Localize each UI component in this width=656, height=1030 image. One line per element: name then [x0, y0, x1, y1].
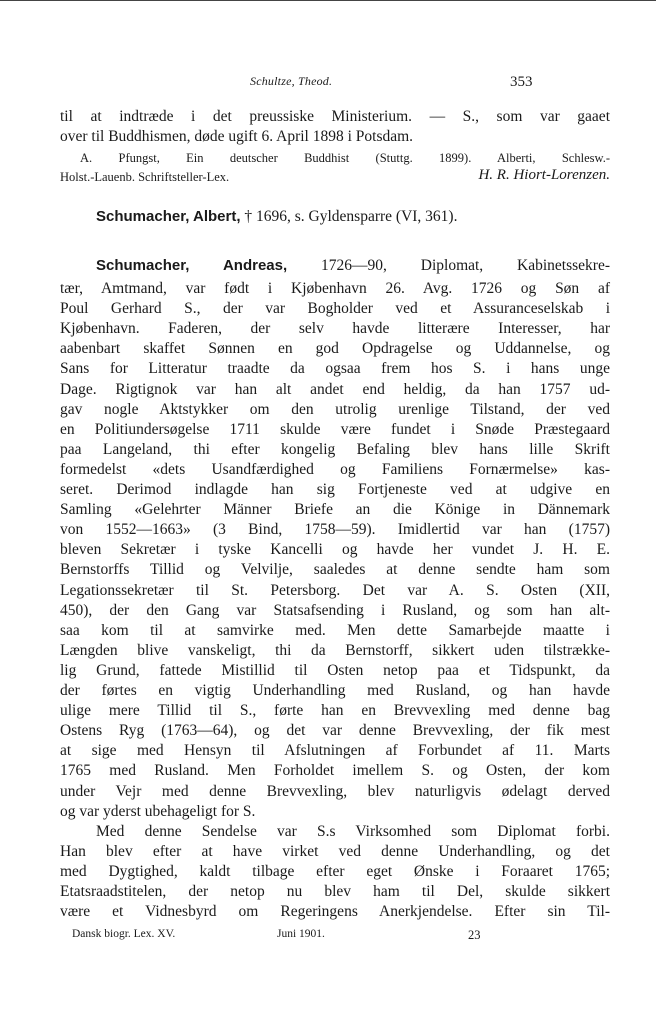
- body-line: at sige med Hensyn til Afslutningen af Forbundet af 11. Marts: [60, 742, 610, 760]
- entry-albert: [96, 208, 610, 226]
- entry-text: † 1696, s. Gyldensparre (VI, 361).: [244, 208, 458, 225]
- body-line: saa kom til at samvirke med. Men dette Samarbejde maatte i: [60, 621, 610, 639]
- body-line: aabenbart skaffet Sønnen en god Opdragelse og Uddannelse, og: [60, 340, 610, 358]
- author-signature: H. R. Hiort-Lorenzen.: [478, 167, 610, 183]
- body-line: og var yderst ubehageligt for S.: [60, 802, 256, 820]
- body-line: gav nogle Aktstykker om den utrolig urenlige Tilstand, der ved: [60, 400, 610, 418]
- reference-line: A. Pfungst, Ein deutscher Buddhist (Stuttg. 1899). Alberti, Schlesw.-: [80, 151, 610, 165]
- body-line: Samling «Gelehrter Männer Briefe an die Könige in Dännemark: [60, 501, 610, 519]
- body-line: Poul Gerhard S., der var Bogholder ved et Assuranceselskab i: [60, 300, 610, 318]
- body-line: til at indtræde i det preussiske Ministerium. — S., som var gaaet: [60, 108, 610, 125]
- body-line: en Politiundersøgelse 1711 skulde være fundet i Snøde Præstegaard: [60, 420, 610, 438]
- body-line: ulige mere Tillid til S., førte han en Brevvexling med denne bag: [60, 702, 610, 720]
- body-line: Med denne Sendelse var S.s Virksomhed som Diplomat forbi.: [96, 822, 610, 840]
- running-header: [0, 74, 656, 94]
- body-line: 1765 med Rusland. Men Forholdet imellem S. og Osten, der kom: [60, 762, 610, 780]
- page-number: 353: [510, 74, 533, 90]
- body-line: von 1552—1663» (3 Bind, 1758—59). Imidlertid var han (1757): [60, 521, 610, 539]
- top-rule: [0, 0, 656, 1]
- body-line: Han blev efter at have virket ved denne Underhandling, og det: [60, 842, 610, 860]
- body-line: formedelst «dets Usandfærdighed og Familiens Fornærmelse» kas-: [60, 460, 610, 478]
- reference-line: Holst.-Lauenb. Schriftsteller-Lex.: [60, 170, 230, 184]
- body-line: Længden blive vanskeligt, thi da Bernstorff, sikkert uden tilstrække-: [60, 641, 610, 659]
- body-line: paa Langeland, thi efter kongelig Befaling blev hans lille Skrift: [60, 440, 610, 458]
- entry-text: 1726—90, Diplomat, Kabinetssekre-: [321, 257, 611, 274]
- footer-date: Juni 1901.: [277, 928, 325, 940]
- body-line: Ostens Ryg (1763—64), og det var denne Brevvexling, der fik mest: [60, 722, 610, 740]
- body-line: Bernstorffs Tillid og Velvilje, saaledes at denne sendte ham som: [60, 561, 610, 579]
- entry-andreas-first-line: [96, 257, 610, 275]
- body-line: Dage. Rigtignok var han alt andet end heldig, da han 1757 ud-: [60, 380, 610, 398]
- body-line: seret. Derimod indlagde han sig Fortjeneste ved at udgive en: [60, 481, 610, 498]
- running-title: Schultze, Theod.: [250, 74, 333, 88]
- body-line: bleven Sekretær i tyske Kancelli og havde her vundet J. H. E.: [60, 541, 610, 559]
- body-line: Kjøbenhavn. Faderen, der selv havde litterære Interesser, har: [60, 320, 610, 338]
- footer-signature-number: 23: [468, 928, 481, 942]
- body-line: med Dygtighed, kaldt tilbage efter eget Ønske i Foraaret 1765;: [60, 862, 610, 880]
- body-line: der førtes en vigtig Underhandling med Rusland, og han havde: [60, 682, 610, 699]
- body-line: 450), der den Gang var Statsafsending i Rusland, og som han alt-: [60, 601, 610, 619]
- body-line: tær, Amtmand, var født i Kjøbenhavn 26. Avg. 1726 og Søn af: [60, 280, 610, 297]
- footer-source: Dansk biogr. Lex. XV.: [72, 928, 176, 940]
- body-line: lig Grund, fattede Mistillid til Osten netop paa et Tidspunkt, da: [60, 661, 610, 679]
- body-line: Etatsraadstitelen, der netop nu blev ham til Del, skulde sikkert: [60, 883, 610, 900]
- body-line: Sans for Litteratur traadte da ogsaa frem hos S. i hans unge: [60, 360, 610, 378]
- entry-headword: Schumacher, Andreas,: [96, 257, 288, 274]
- entry-headword: Schumacher, Albert,: [96, 208, 241, 225]
- body-line: over til Buddhismen, døde ugift 6. April 1898 i Potsdam.: [60, 128, 414, 145]
- body-line: Legationssekretær til St. Petersborg. Det var A. S. Osten (XII,: [60, 581, 610, 599]
- body-line: under Vejr med denne Brevvexling, blev naturligvis ødelagt derved: [60, 782, 610, 800]
- body-line: være et Vidnesbyrd om Regeringens Anerkjendelse. Efter sin Til-: [60, 903, 610, 921]
